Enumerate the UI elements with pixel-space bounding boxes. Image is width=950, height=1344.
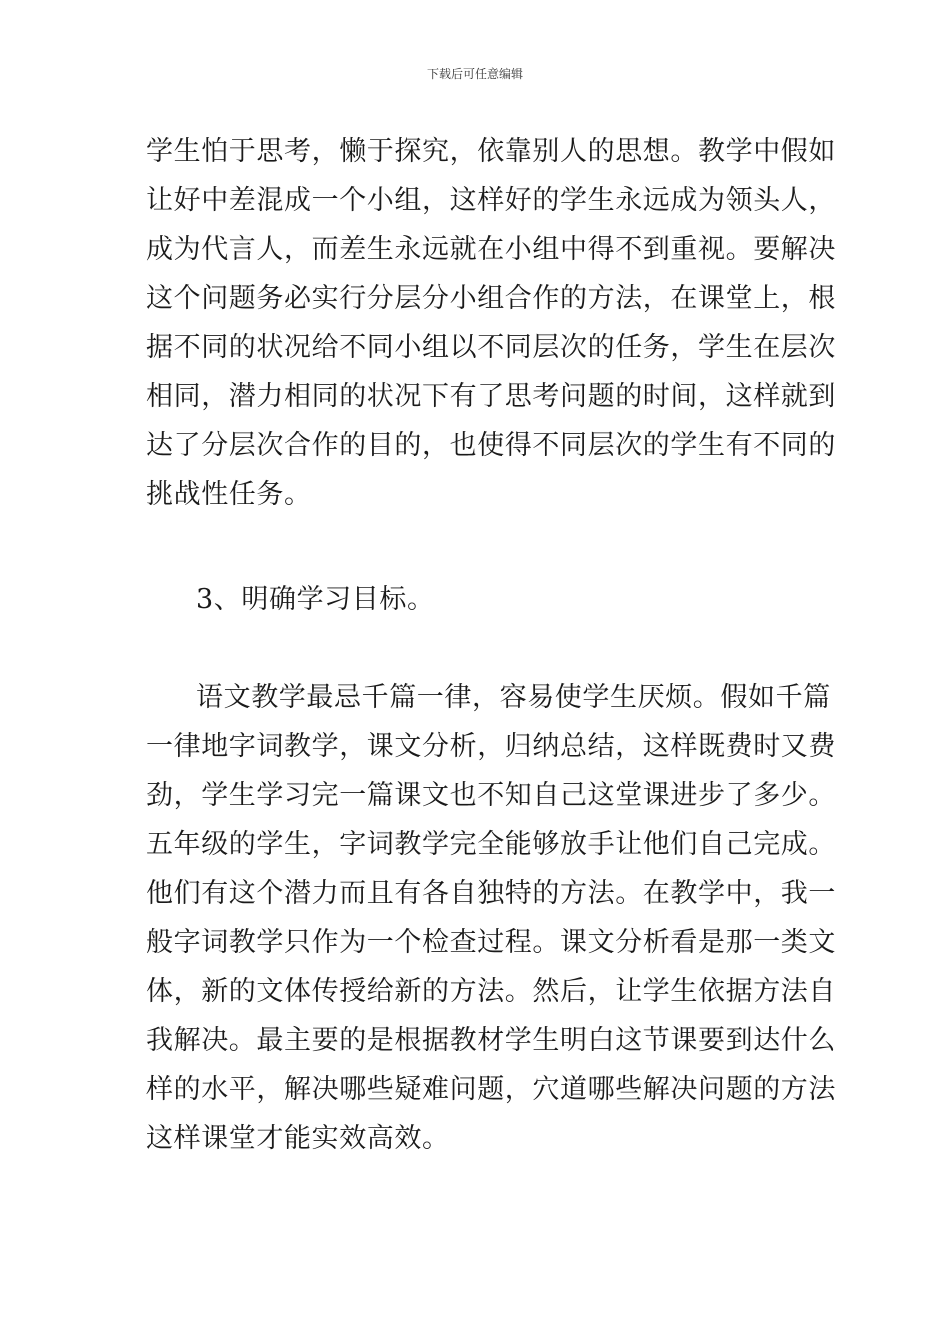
- paragraph-2-line-8: 我解决。最主要的是根据教材学生明白这节课要到达什么: [146, 1025, 836, 1056]
- paragraph-2-line-7: 体，新的文体传授给新的方法。然后，让学生依据方法自: [146, 976, 836, 1007]
- paragraph-1-line-3: 成为代言人，而差生永远就在小组中得不到重视。要解决: [146, 234, 836, 265]
- paragraph-1-line-5: 据不同的状况给不同小组以不同层次的任务，学生在层次: [146, 332, 836, 363]
- section-heading: 3、明确学习目标。: [196, 584, 435, 615]
- paragraph-2-line-5: 他们有这个潜力而且有各自独特的方法。在教学中，我一: [146, 878, 836, 909]
- paragraph-2-line-1: 语文教学最忌千篇一律，容易使学生厌烦。假如千篇: [196, 682, 831, 713]
- paragraph-2-line-2: 一律地字词教学，课文分析，归纳总结，这样既费时又费: [146, 731, 836, 762]
- paragraph-1-line-2: 让好中差混成一个小组，这样好的学生永远成为领头人，: [146, 185, 836, 216]
- paragraph-2-line-4: 五年级的学生，字词教学完全能够放手让他们自己完成。: [146, 829, 836, 860]
- paragraph-1-line-4: 这个问题务必实行分层分小组合作的方法，在课堂上，根: [146, 283, 836, 314]
- paragraph-1-line-7: 达了分层次合作的目的，也使得不同层次的学生有不同的: [146, 430, 836, 461]
- paragraph-1-line-6: 相同，潜力相同的状况下有了思考问题的时间，这样就到: [146, 381, 836, 412]
- paragraph-1-line-1: 学生怕于思考，懒于探究，依靠别人的思想。教学中假如: [146, 136, 836, 167]
- paragraph-2-line-6: 般字词教学只作为一个检查过程。课文分析看是那一类文: [146, 927, 836, 958]
- page-header: 下载后可任意编辑: [426, 67, 523, 81]
- paragraph-1-line-8: 挑战性任务。: [146, 479, 312, 510]
- paragraph-2-line-9: 样的水平，解决哪些疑难问题，穴道哪些解决问题的方法: [146, 1074, 836, 1105]
- paragraph-2-line-10: 这样课堂才能实效高效。: [146, 1123, 450, 1154]
- paragraph-2-line-3: 劲，学生学习完一篇课文也不知自己这堂课进步了多少。: [146, 780, 836, 811]
